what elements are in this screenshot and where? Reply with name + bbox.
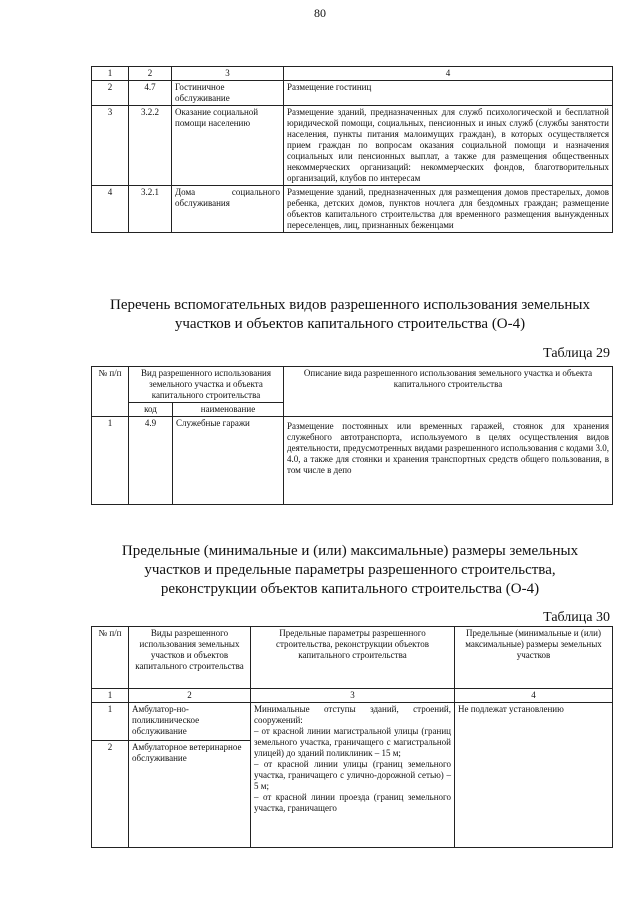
table-30 (91, 626, 613, 848)
col-header: 3 (172, 67, 284, 81)
cell-code: 3.2.2 (129, 106, 172, 186)
cell-num: 2 (92, 81, 129, 106)
section-title-auxiliary: Перечень вспомогательных видов разрешенного использования земельных участков и объектов капитального строительства (О-4) (110, 297, 590, 332)
cell-desc: Размещение зданий, предназначенных для размещения домов престарелых, домов ребенка, детских домов, пунктов ночлега для бездомных граждан; размещение объектов капитального строительства для временного размещения вынужденных переселенцев, лиц, признанных беженцами (284, 186, 613, 233)
col-number: 3 (251, 689, 455, 703)
table-29 (91, 366, 613, 505)
table-top (91, 66, 613, 233)
column-number-row (92, 689, 613, 703)
table-row (92, 81, 613, 106)
cell-name: Амбулаторное ветеринарное обслуживание (129, 740, 251, 847)
header-kind: Виды разрешенного использования земельных участков и объектов капитального строительства (129, 627, 251, 689)
col-number: 4 (455, 689, 613, 703)
header-params: Предельные параметры разрешенного строительства, реконструкции объектов капитального строительства (251, 627, 455, 689)
cell-num: 1 (92, 417, 129, 505)
header-num: № п/п (92, 627, 129, 689)
cell-num: 3 (92, 106, 129, 186)
table-header-row (92, 367, 613, 403)
header-kind: Вид разрешенного использования земельного участка и объекта капитального строительства (129, 367, 284, 403)
cell-params: Минимальные отступы зданий, строений, сооружений: – от красной линии магистральной улицы (границ земельного участка, граничащего с магистральной улицей) до зданий поликлиник – 15 м; – от красной линии улицы (границ земельного участка, граничащего с улично-дорожной сетью) – 5 м; – от красной линии проезда (границ земельного участка, граничащего (251, 703, 455, 848)
page-number: 80 (314, 6, 326, 20)
table-row (92, 186, 613, 233)
table-row (92, 106, 613, 186)
table-29-label: Таблица 29 (543, 346, 610, 361)
cell-desc: Размещение постоянных или временных гаражей, стоянок для хранения служебного автотранспорта, используемого в целях осуществления видов деятельности, предусмотренных видами разрешенного использования с кодами 3.0, 4.0, а также для стоянки и хранения транспортных средств общего пользования, в том числе в депо (284, 417, 613, 505)
cell-num: 1 (92, 703, 129, 741)
section-title-limits: Предельные (минимальные и (или) максимальные) размеры земельных участков и предельные параметры разрешенного строительства, реконструкции объектов капитального строительства (О-4) (121, 543, 579, 597)
col-number: 1 (92, 689, 129, 703)
table-30-label: Таблица 30 (543, 610, 610, 625)
col-header: 2 (129, 67, 172, 81)
cell-code: 4.7 (129, 81, 172, 106)
header-num: № п/п (92, 367, 129, 417)
cell-sizes: Не подлежат установлению (455, 703, 613, 848)
cell-num: 2 (92, 740, 129, 847)
table-header-row (92, 627, 613, 689)
col-header: 4 (284, 67, 613, 81)
table-row (92, 703, 613, 741)
cell-name: Оказание социальной помощи населению (172, 106, 284, 186)
cell-name: Гостиничное обслуживание (172, 81, 284, 106)
col-header: 1 (92, 67, 129, 81)
cell-num: 4 (92, 186, 129, 233)
header-desc: Описание вида разрешенного использования земельного участка и объекта капитального строительства (284, 367, 613, 417)
header-sizes: Предельные (минимальные и (или) максимальные) размеры земельных участков (455, 627, 613, 689)
cell-name: Дома социального обслуживания (172, 186, 284, 233)
cell-name: Амбулатор-но-поликлиническое обслуживание (129, 703, 251, 741)
col-number: 2 (129, 689, 251, 703)
cell-name: Служебные гаражи (173, 417, 284, 505)
cell-code: 4.9 (129, 417, 173, 505)
table-row (92, 417, 613, 505)
table-header-row (92, 67, 613, 81)
cell-code: 3.2.1 (129, 186, 172, 233)
header-name: наименование (173, 403, 284, 417)
cell-desc: Размещение зданий, предназначенных для служб психологической и бесплатной юридической помощи, социальных, пенсионных и иных служб (службы занятости населения, пункты питания малоимущих граждан), в которых осуществляется прием граждан по вопросам оказания социальной помощи и назначения социальных или пенсионных выплат, а также для размещения общественных некоммерческих организаций: некоммерческих фондов, благотворительных организаций, клубов по интересам (284, 106, 613, 186)
header-code: код (129, 403, 173, 417)
cell-desc: Размещение гостиниц (284, 81, 613, 106)
